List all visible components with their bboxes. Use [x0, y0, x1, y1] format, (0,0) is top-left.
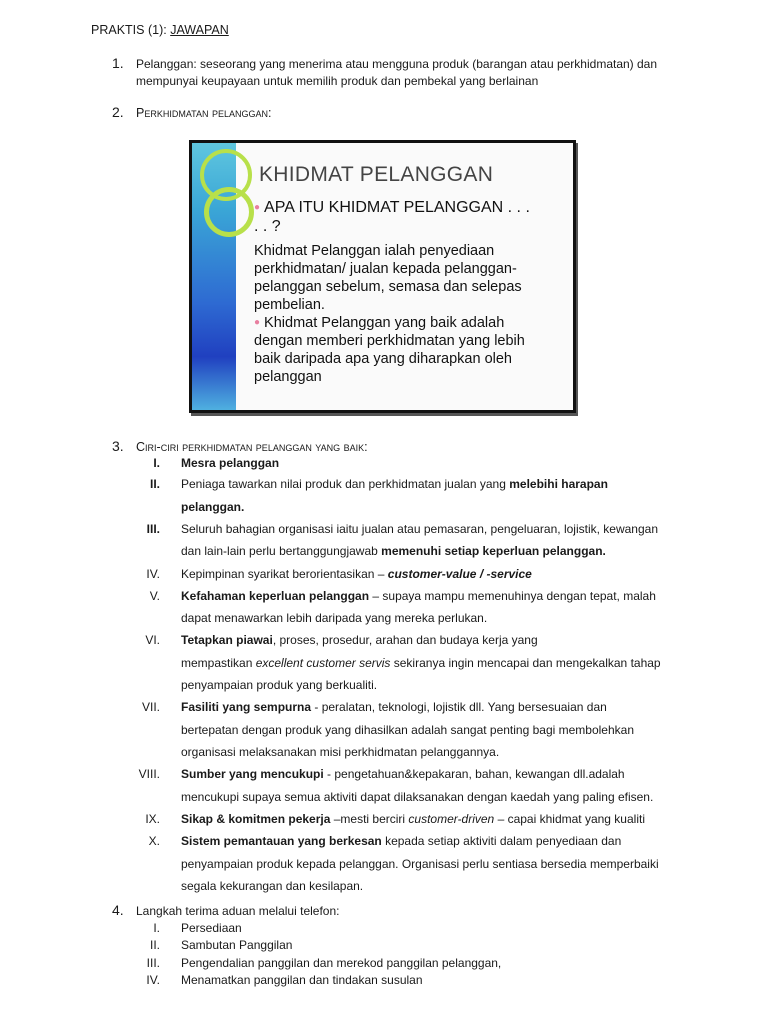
roman-numeral: I. — [153, 456, 160, 470]
slide-para-line: pembelian. — [254, 297, 325, 313]
slide-bullet-2-line: dengan memberi perkhidmatan yang lebih — [254, 333, 525, 349]
ciri-item-6e: sekiranya ingin mencapai dan mengekalkan tahap — [390, 656, 661, 670]
ciri-item-8c: mencukupi supaya semua aktiviti dapat dilaksanakan dengan kaedah yang paling efisen. — [181, 790, 654, 804]
ciri-item-8a: Sumber yang mencukupi — [181, 767, 324, 781]
roman-numeral: II. — [149, 477, 160, 491]
slide-title: KHIDMAT PELANGGAN — [259, 163, 494, 186]
item-1-line-2: mempunyai keupayaan untuk memilih produk dan pembekal yang berlainan — [136, 74, 539, 88]
ciri-item-4b: customer-value / -service — [387, 567, 532, 581]
ring-decor-icon — [204, 187, 254, 237]
langkah-item-3: Pengendalian panggilan dan merekod panggilan pelanggan, — [181, 956, 502, 970]
ciri-item-7c: bertepatan dengan produk yang dihasilkan adalah sangat penting bagi membolehkan — [181, 723, 635, 737]
langkah-item-1: Persediaan — [181, 921, 242, 935]
ciri-item-5b: – supaya mampu memenuhinya dengan tepat, malah — [369, 589, 656, 603]
ciri-item-2b: melebihi harapan — [509, 477, 608, 491]
langkah-item-2: Sambutan Panggilan — [181, 938, 293, 952]
item-1-line-1: Pelanggan: seseorang yang menerima atau mengguna produk (barangan atau perkhidmatan) dan — [136, 57, 658, 71]
slide-para-line: perkhidmatan/ jualan kepada pelanggan- — [254, 261, 517, 277]
slide-bullet-1a: APA ITU KHIDMAT PELANGGAN . . . — [264, 199, 530, 216]
langkah-item-4: Menamatkan panggilan dan tindakan susulan — [181, 973, 423, 987]
roman-numeral: IV. — [146, 973, 160, 987]
item-2-number: 2. — [112, 104, 124, 120]
ciri-item-6b: , proses, prosedur, arahan dan budaya kerja yang — [272, 633, 538, 647]
roman-numeral: II. — [149, 938, 160, 952]
page-header — [91, 23, 229, 37]
slide-bullet-2-line: baik daripada apa yang diharapkan oleh — [254, 351, 512, 367]
ciri-item-2a: Peniaga tawarkan nilai produk dan perkhidmatan jualan yang — [181, 477, 510, 491]
roman-numeral: VII. — [141, 700, 160, 714]
roman-numeral: I. — [153, 921, 160, 935]
ciri-item-6d: excellent customer servis — [255, 656, 391, 670]
roman-numeral: III. — [146, 522, 160, 536]
roman-numeral: V. — [149, 589, 160, 603]
ciri-item-9a: Sikap & komitmen pekerja — [181, 812, 331, 826]
ciri-item-1: Mesra pelanggan — [181, 456, 280, 470]
ciri-item-9d: – capai khidmat yang kualiti — [494, 812, 645, 826]
roman-numeral: VIII. — [138, 767, 160, 781]
roman-numeral: X. — [148, 834, 160, 848]
roman-numeral: IV. — [146, 567, 160, 581]
item-4-number: 4. — [112, 902, 124, 918]
ciri-item-3a: Seluruh bahagian organisasi iaitu jualan atau pemasaran, pengeluaran, lojistik, kewangan — [181, 522, 658, 536]
ciri-item-8b: - pengetahuan&kepakaran, bahan, kewangan dll.adalah — [323, 767, 625, 781]
ciri-item-2c: pelanggan. — [181, 500, 245, 514]
slide-bullet-2-line: pelanggan — [254, 369, 322, 385]
slide-para-line: Khidmat Pelanggan ialah penyediaan — [254, 243, 495, 259]
header-title: JAWAPAN — [170, 23, 229, 37]
ciri-item-10d: segala kekurangan dan kesilapan. — [181, 879, 364, 893]
slide-body — [254, 198, 564, 386]
ciri-item-3b: dan lain-lain perlu bertanggungjawab — [181, 544, 382, 558]
slide-bullet-1b: . . ? — [254, 218, 281, 235]
item-3-text: Ciri-ciri perkhidmatan pelanggan yang baik: — [136, 440, 368, 454]
ciri-item-4a: Kepimpinan syarikat berorientasikan – — [181, 567, 388, 581]
ciri-item-5a: Kefahaman keperluan pelanggan — [181, 589, 370, 603]
ciri-item-7b: - peralatan, teknologi, lojistik dll. Yang bersesuaian dan — [311, 700, 607, 714]
roman-numeral: IX. — [145, 812, 160, 826]
ciri-item-9c: customer-driven — [408, 812, 495, 826]
item-4-text: Langkah terima aduan melalui telefon: — [136, 904, 340, 918]
ciri-item-9b: –mesti berciri — [330, 812, 409, 826]
item-3-number: 3. — [112, 438, 124, 454]
roman-numeral: III. — [146, 956, 160, 970]
ciri-item-10c: penyampaian produk kepada pelanggan. Organisasi perlu sentiasa bersedia memperbaiki — [181, 857, 659, 871]
ciri-item-7d: organisasi melaksanakan misi perkhidmatan pelanggannya. — [181, 745, 500, 759]
slide-bullet-2-line: Khidmat Pelanggan yang baik adalah — [264, 315, 505, 331]
slide-para-line: pelanggan sebelum, semasa dan selepas — [254, 279, 522, 295]
item-1-number: 1. — [112, 55, 124, 71]
slide-image — [189, 140, 576, 413]
bullet-icon: ● — [254, 202, 261, 213]
ciri-item-3c: memenuhi setiap keperluan pelanggan. — [381, 544, 606, 558]
ciri-item-7a: Fasiliti yang sempurna — [181, 700, 312, 714]
ciri-item-10a: Sistem pemantauan yang berkesan — [181, 834, 382, 848]
roman-numeral: VI. — [145, 633, 160, 647]
item-2-text: Perkhidmatan pelanggan: — [136, 106, 272, 120]
ciri-item-10b: kepada setiap aktiviti dalam penyediaan dan — [381, 834, 622, 848]
ciri-item-5c: dapat menawarkan lebih daripada yang mereka perlukan. — [181, 611, 488, 625]
bullet-icon: ● — [254, 317, 261, 328]
ciri-item-6c: mempastikan — [181, 656, 256, 670]
ciri-item-6a: Tetapkan piawai — [181, 633, 273, 647]
ciri-item-6f: penyampaian produk yang berkualiti. — [181, 678, 378, 692]
header-prefix: PRAKTIS (1): — [91, 23, 171, 37]
